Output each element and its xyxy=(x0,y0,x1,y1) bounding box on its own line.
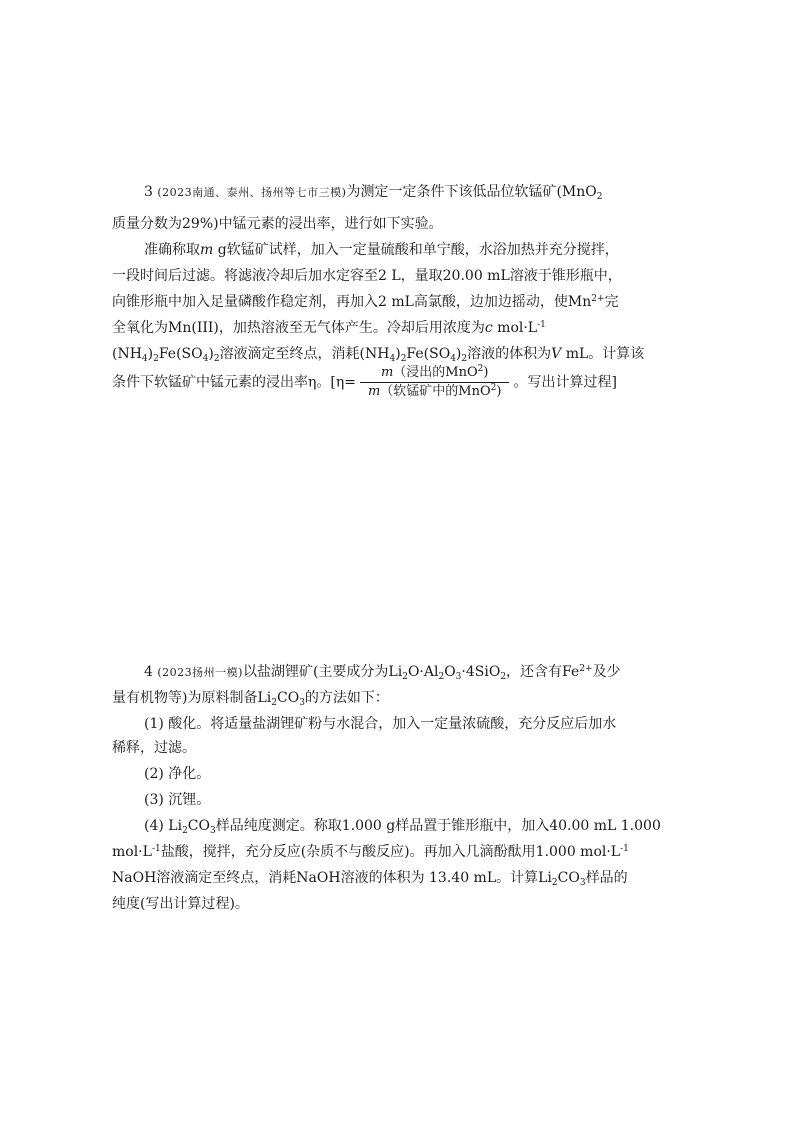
q4-step-2: (2) 净化。 xyxy=(144,766,211,782)
q3-line-8: 条件下软锰矿中锰元素的浸出率η。[η= $\frac{m(浸出的MnO^2)}{m(软锰矿中的MnO^2)}$ 。写出计算过程] xyxy=(112,364,617,399)
q4-step-4: (4) $Li_2CO_3$样品纯度测定。称取1.000 g样品置于锥形瓶中，加入40.00 mL 1.000 xyxy=(144,818,661,836)
q4-step-4-line-4: 纯度(写出计算过程)。 xyxy=(112,896,249,912)
question-4 xyxy=(112,662,686,912)
q3-line-1: 3 (2023南通、泰州、扬州等七市三模)为测定一定条件下该低品位软锰矿(MnO$_2$ xyxy=(144,184,603,202)
q4-number: 4 xyxy=(144,664,153,680)
q3-line-7: $(NH_4)_2Fe(SO_4)_2$溶液滴定至终点，消耗$(NH_4)_2Fe(SO_4)_2$溶液的体积为V mL。计算该 xyxy=(112,346,645,364)
q4-step-4-line-2: $mol\cdot L^{-1}$盐酸，搅拌，充分反应(杂质不与酸反应)。再加入几滴酚酞用1.000 $mol\cdot L^{-1}$ xyxy=(112,844,629,860)
q3-line-4: 一段时间后过滤。将滤液冷却后加水定容至2 L，量取20.00 mL溶液于锥形瓶中， xyxy=(112,268,622,284)
question-3 xyxy=(112,182,686,422)
q4-source: (2023扬州一模) xyxy=(157,666,243,679)
q3-line-3: 准确称取m g软锰矿试样，加入一定量硫酸和单宁酸，水浴加热并充分搅拌， xyxy=(144,242,619,258)
q3-source: (2023南通、泰州、扬州等七市三模) xyxy=(157,186,347,199)
q4-step-1: (1) 酸化。将适量盐湖锂矿粉与水混合，加入一定量浓硫酸，充分反应后加水 xyxy=(144,716,617,732)
q4-step-4-line-3: NaOH溶液滴定至终点，消耗NaOH溶液的体积为 13.40 mL。计算$Li_2CO_3$样品的 xyxy=(112,870,628,888)
q3-line-6: 全氧化为Mn(III)，加热溶液至无气体产生。冷却后用浓度为c $mol\cdot L^{-1}$ xyxy=(112,320,546,336)
q4-line-1: 4 (2023扬州一模)以盐湖锂矿(主要成分为$Li_2O\cdot Al_2O_3\cdot 4SiO_2$，还含有$Fe^{2+}$及少 xyxy=(144,664,621,682)
q3-line-5: 向锥形瓶中加入足量磷酸作稳定剂，再加入2 mL高氯酸，边加边摇动，使$Mn^{2+}$完 xyxy=(112,294,619,310)
leaching-rate-fraction: $\frac{m(浸出的MnO^2)}{m(软锰矿中的MnO^2)}$ xyxy=(360,364,509,401)
q4-step-1-cont: 稀释，过滤。 xyxy=(112,740,196,756)
q4-line-2: 量有机物等)为原料制备$Li_2CO_3$的方法如下： xyxy=(112,690,389,708)
q3-number: 3 xyxy=(144,184,153,200)
q3-line-2: 质量分数为29%)中锰元素的浸出率，进行如下实验。 xyxy=(112,216,443,232)
q4-step-3: (3) 沉锂。 xyxy=(144,792,211,808)
